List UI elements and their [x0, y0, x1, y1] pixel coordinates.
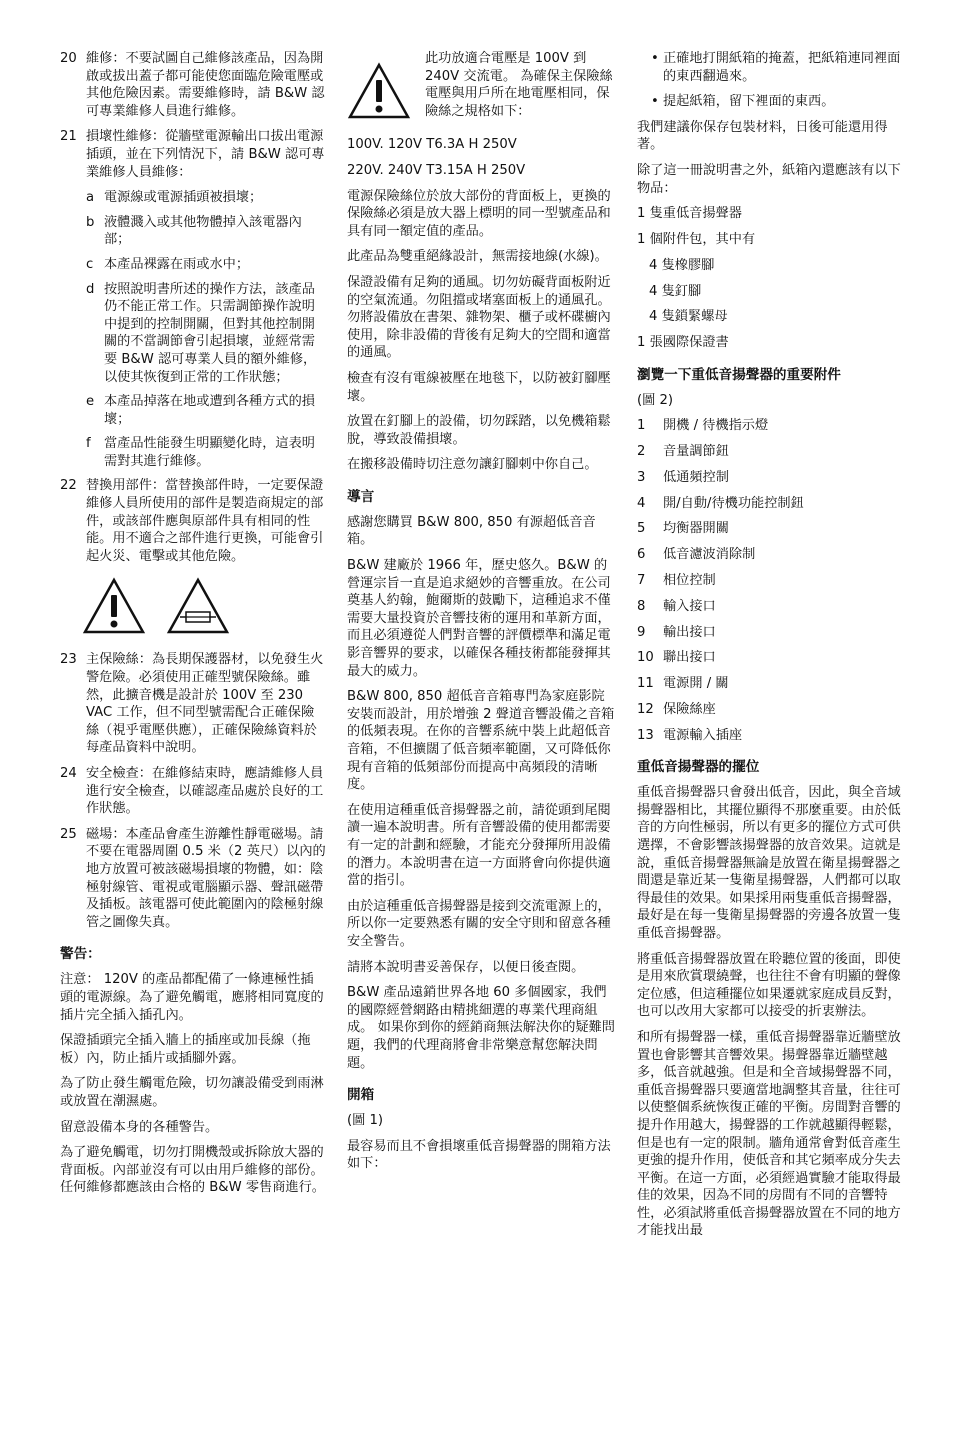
- fuse-warning-icon: [166, 577, 230, 635]
- warning-paragraph: 保證插頭完全插入牆上的插座或加長線（拖板）內，防止插片或插腳外露。: [60, 1033, 311, 1066]
- sub-item-a: [86, 189, 326, 207]
- part-label: 低音濾波消除制: [663, 547, 756, 563]
- placement-heading: 重低音揚聲器的擺位: [637, 759, 760, 776]
- sub-letter: b: [86, 214, 95, 230]
- column-2: [347, 50, 615, 1181]
- fuse-intro: 此功放適合電壓是 100V 到 240V 交流電。 為確保主保險絲電壓與用戶所在地電壓相同，保險絲之規格如下：: [425, 51, 613, 119]
- part-label: 開/自動/待機功能控制鈕: [663, 495, 804, 511]
- intro-paragraph: 由於這種重低音揚聲器是接到交流電源上的，所以你一定要熟悉有關的安全守則和留意各種安全警告。: [347, 898, 611, 949]
- unpack-heading: 開箱: [347, 1087, 375, 1104]
- part-number: 5: [637, 521, 646, 537]
- paragraph: 此產品為雙重絕緣設計，無需接地線(水線)。: [347, 249, 608, 265]
- part-label: 低通頻控制: [663, 469, 729, 485]
- intro-paragraph: B&W 產品遠銷世界各地 60 多個國家，我們的國際經營網路由精挑細選的專業代理商組成。 如果你到你的經銷商無法解決你的疑難問題，我們的代理商將會非常樂意幫您解決問題。: [347, 985, 615, 1071]
- part-label: 聯出接口: [663, 650, 716, 666]
- warning-heading: 警告：: [60, 946, 101, 963]
- bullet-item: [637, 93, 905, 111]
- warning-paragraph: 留意設備本身的各種警告。: [60, 1119, 219, 1135]
- contents-item: 1 個附件包，其中有: [637, 231, 756, 247]
- part-item: [637, 675, 905, 693]
- item-number: 21: [60, 129, 77, 145]
- sub-item-f: [86, 435, 326, 470]
- part-number: 6: [637, 547, 646, 563]
- part-label: 相位控制: [663, 572, 716, 588]
- part-item: [637, 701, 905, 719]
- fuse-spec: 220V. 240V T3.15A H 250V: [347, 162, 526, 178]
- paragraph: 檢查有沒有電線被壓在地毯下，以防被釘腳壓壞。: [347, 370, 611, 404]
- warning-paragraph: 為了防止發生觸電危險，切勿讓設備受到雨淋或放置在潮濕處。: [60, 1076, 324, 1109]
- item-text: 安全檢查：在維修結束時，應請維修人員進行安全檢查，以確認產品處於良好的工作狀態。: [86, 766, 324, 817]
- figure-reference: (圖 2): [637, 392, 674, 408]
- part-item: [637, 624, 905, 642]
- paragraph: 在搬移設備時切注意勿讓釘腳刺中你自己。: [347, 457, 598, 473]
- part-number: 10: [637, 650, 654, 666]
- item-25: [60, 826, 326, 932]
- item-text: 主保險絲：為長期保護器材，以免發生火警危險。必須使用正確型號保險絲。雖然，此擴音機是設計於 100V 至 230 VAC 工作，但不同型號需配合正確保險絲（視乎電壓供應），正確保險絲資料於每產品資料中說明。: [86, 652, 324, 756]
- sub-letter: e: [86, 394, 95, 410]
- part-number: 11: [637, 676, 654, 692]
- bullet-item: [637, 50, 905, 85]
- bullet-icon: •: [651, 94, 659, 110]
- sub-text: 按照說明書所述的操作方法，該產品仍不能正常工作。只需調節操作說明中提到的控制開關，但對其他控制開關的不當調節會引起損壞，並經常需要 B&W 認可專業人員的額外維修，以使其恢復到正常的工作狀態；: [104, 281, 317, 385]
- part-label: 保險絲座: [663, 701, 716, 717]
- sub-item-e: [86, 393, 326, 428]
- paragraph: 放置在釘腳上的設備，切勿踩踏，以免機箱鬆脫，導致設備損壞。: [347, 414, 611, 447]
- part-label: 輸出接口: [663, 624, 716, 640]
- paragraph: 電源保險絲位於放大部份的背面板上，更換的保險絲必須是放大器上標明的同一型號產品和具有同一額定值的產品。: [347, 188, 611, 239]
- contents-item: 4 隻橡膠腳: [649, 257, 715, 273]
- part-item: [637, 572, 905, 590]
- warning-icons: [82, 577, 326, 635]
- part-item: [637, 649, 905, 667]
- contents-item: 4 隻釘腳: [649, 283, 702, 299]
- intro-heading: 導言: [347, 488, 375, 505]
- part-item: [637, 598, 905, 616]
- item-20: [60, 50, 326, 120]
- part-number: 3: [637, 469, 646, 485]
- part-number: 7: [637, 572, 646, 588]
- placement-paragraph: 和所有揚聲器一樣，重低音揚聲器靠近牆壁放置也會影響其音響效果。揚聲器靠近牆壁越多，低音就越強。但是和全音域揚聲器不同，重低音揚聲器只要適當地調整其音量，往往可以使整個系統恢復正確的平衡。房間對音響的提升作用越大，揚聲器的工作就越顯得輕鬆，但是也有一定的限制。牆角通常會對低音產生更強的提升作用，使低音和其它頻率成分失去平衡。在這一方面，必須經過實驗才能取得最佳的效果，因為不同的房間有不同的音響特性，必須試將重低音揚聲器放置在不同的地方才能找出最: [637, 1029, 901, 1239]
- fuse-notice-icon-wrap: [347, 50, 417, 128]
- unpack-paragraph: 最容易而且不會損壞重低音揚聲器的開箱方法如下：: [347, 1138, 611, 1172]
- part-item: [637, 520, 905, 538]
- part-item: [637, 495, 905, 513]
- sub-text: 本產品裸露在雨或水中；: [104, 256, 250, 272]
- paragraph: 我們建議你保存包裝材料，日後可能還用得著。: [637, 119, 888, 153]
- bullet-text: 正確地打開紙箱的掩蓋，把紙箱連同裡面的東西翻過來。: [663, 51, 901, 84]
- exclamation-warning-icon: [82, 577, 146, 635]
- paragraph: 除了這一冊說明書之外，紙箱內還應該有以下物品：: [637, 162, 901, 196]
- part-label: 開機 / 待機指示燈: [663, 418, 769, 434]
- sub-letter: a: [86, 190, 95, 206]
- placement-paragraph: 將重低音揚聲器放置在聆聽位置的後面，即使是用來欣賞環繞聲，也往往不會有明顯的聲像定位感，但這種擺位如果遷就家庭成員反對，也可以改用大家都可以接受的折衷辦法。: [637, 951, 901, 1020]
- item-text: 損壞性維修：從牆壁電源輸出口拔出電源插頭，並在下列情況下，請 B&W 認可專業維修人員維修：: [86, 129, 325, 180]
- item-21: [60, 128, 326, 181]
- item-number: 20: [60, 51, 77, 66]
- contents-item: 1 隻重低音揚聲器: [637, 206, 742, 222]
- sub-text: 液體濺入或其他物體掉入該電器內部；: [104, 214, 302, 248]
- part-number: 4: [637, 495, 646, 511]
- part-item: [637, 417, 905, 435]
- sub-item-b: [86, 214, 326, 249]
- paragraph: 保證設備有足夠的通風。切勿妨礙背面板附近的空氣流通。勿阻擋或堵塞面板上的通風孔。勿將設備放在書架、雜物架、櫃子或杯碟櫥內使用，除非設備的背後有足夠大的空間和適當的通風。: [347, 274, 611, 361]
- fuse-spec: 100V. 120V T6.3A H 250V: [347, 137, 517, 153]
- part-label: 電源開 / 關: [663, 676, 729, 692]
- sub-letter: f: [86, 436, 91, 452]
- warning-paragraph: 注意： 120V 的產品都配備了一條連極性插頭的電源線。為了避免觸電，應將相同寬度的插片完全插入插孔內。: [60, 972, 324, 1023]
- part-item: [637, 443, 905, 461]
- placement-paragraph: 重低音揚聲器只會發出低音，因此，與全音域揚聲器相比，其擺位顯得不那麼重要。由於低音的方向性極弱，所以有更多的擺位方式可供選擇，不會影響該揚聲器的放音效果。這就是說，重低音揚聲器無論是放置在衛星揚聲器之間還是靠近某一隻衛星揚聲器，人們都可以取得最佳的效果。如果採用兩隻重低音揚聲器，最好是在每一隻衛星揚聲器的旁邊各放置一隻重低音揚聲器。: [637, 785, 901, 941]
- sub-text: 電源線或電源插頭被損壞；: [104, 190, 263, 206]
- item-number: 22: [60, 478, 77, 494]
- part-number: 13: [637, 727, 654, 743]
- contents-list: [637, 205, 905, 352]
- part-label: 電源輸入插座: [663, 727, 743, 743]
- warning-paragraph: 為了避免觸電，切勿打開機殼或拆除放大器的背面板。內部並沒有可以由用戶維修的部份。任何維修都應該由合格的 B&W 零售商進行。: [60, 1145, 325, 1196]
- bullet-icon: •: [651, 51, 659, 66]
- part-item: [637, 469, 905, 487]
- intro-paragraph: B&W 800, 850 超低音音箱專門為家庭影院安裝而設計，用於增強 2 聲道音響設備之音箱的低頻表現。在你的音響系統中裝上此超低音音箱，不但擴闊了低音頻率範圍，又可降低你現有音箱的低頻部份而提高中高頻段的清晰度。: [347, 689, 615, 793]
- parts-heading: 瀏覽一下重低音揚聲器的重要附件: [637, 366, 841, 383]
- figure-reference: (圖 1): [347, 1113, 384, 1129]
- part-number: 8: [637, 598, 646, 614]
- sub-letter: c: [86, 256, 94, 272]
- item-number: 23: [60, 652, 77, 668]
- part-label: 均衡器開關: [663, 521, 729, 537]
- item-text: 維修：不要試圖自己維修該產品，因為開啟或拔出蓋子都可能使您面臨危險電壓或其他危險因素。需要維修時，請 B&W 認可專業維修人員進行維修。: [86, 51, 325, 119]
- item-text: 替換用部件：當替換部件時，一定要保證維修人員所使用的部件是製造商規定的部件，或該部件應與原部件具有相同的性能。用不適合之部件進行更換，可能會引起火災、電擊或其他危險。: [86, 478, 324, 564]
- intro-paragraph: 感謝您購買 B&W 800, 850 有源超低音音箱。: [347, 514, 596, 548]
- sub-letter: d: [86, 281, 95, 297]
- part-number: 12: [637, 701, 654, 717]
- sub-text: 本產品掉落在地或遭到各種方式的損壞；: [104, 394, 315, 427]
- intro-paragraph: 請將本說明書妥善保存，以便日後查閱。: [347, 959, 585, 975]
- item-23: [60, 651, 326, 757]
- item-number: 25: [60, 826, 77, 842]
- bullet-text: 提起紙箱，留下裡面的東西。: [663, 94, 835, 110]
- sub-item-c: [86, 256, 326, 274]
- part-item: [637, 727, 905, 745]
- part-number: 2: [637, 444, 646, 460]
- part-label: 輸入接口: [663, 598, 716, 614]
- part-item: [637, 546, 905, 564]
- contents-item: 1 張國際保證書: [637, 335, 729, 351]
- contents-item: 4 隻鎖緊螺母: [649, 309, 728, 325]
- column-3: [637, 50, 905, 1248]
- intro-paragraph: B&W 建廠於 1966 年，歷史悠久。B&W 的營運宗旨一直是追求絕妙的音響重放。在公司奠基人約翰，鮑爾斯的鼓勵下，這種追求不僅需要大量投資於音響技術的運用和革新方面，而且必須遵從人們對音響的評價標準和滿足電影音響界的要求，以確保各種技術都能發揮其最大的威力。: [347, 558, 611, 679]
- part-label: 音量調節鈕: [663, 444, 729, 460]
- item-22: [60, 477, 326, 565]
- part-number: 1: [637, 418, 646, 434]
- sub-text: 當產品性能發生明顯變化時，這表明需對其進行維修。: [104, 436, 315, 469]
- column-1: [60, 50, 326, 1205]
- part-number: 9: [637, 624, 646, 640]
- fuse-notice: [347, 50, 615, 128]
- sub-item-d: [86, 281, 326, 387]
- parts-list: [637, 417, 905, 744]
- item-text: 磁場：本產品會產生游離性靜電磁場。請不要在電器周圍 0.5 米（2 英尺）以內的地方放置可被該磁場損壞的物體，如：陰極射線管、電視或電腦顯示器、聲訊磁帶及插板。該電器可使此範圍內的陰極射線管之圖像失真。: [86, 826, 326, 930]
- exclamation-warning-icon: [347, 62, 411, 120]
- item-number: 24: [60, 766, 77, 781]
- item-24: [60, 765, 326, 818]
- intro-paragraph: 在使用這種重低音揚聲器之前，請從頭到尾閱讀一遍本說明書。所有音響設備的使用都需要有一定的計劃和經驗，才能充分發揮所用設備的潛力。本說明書在這一方面將會向你提供適當的指引。: [347, 802, 611, 889]
